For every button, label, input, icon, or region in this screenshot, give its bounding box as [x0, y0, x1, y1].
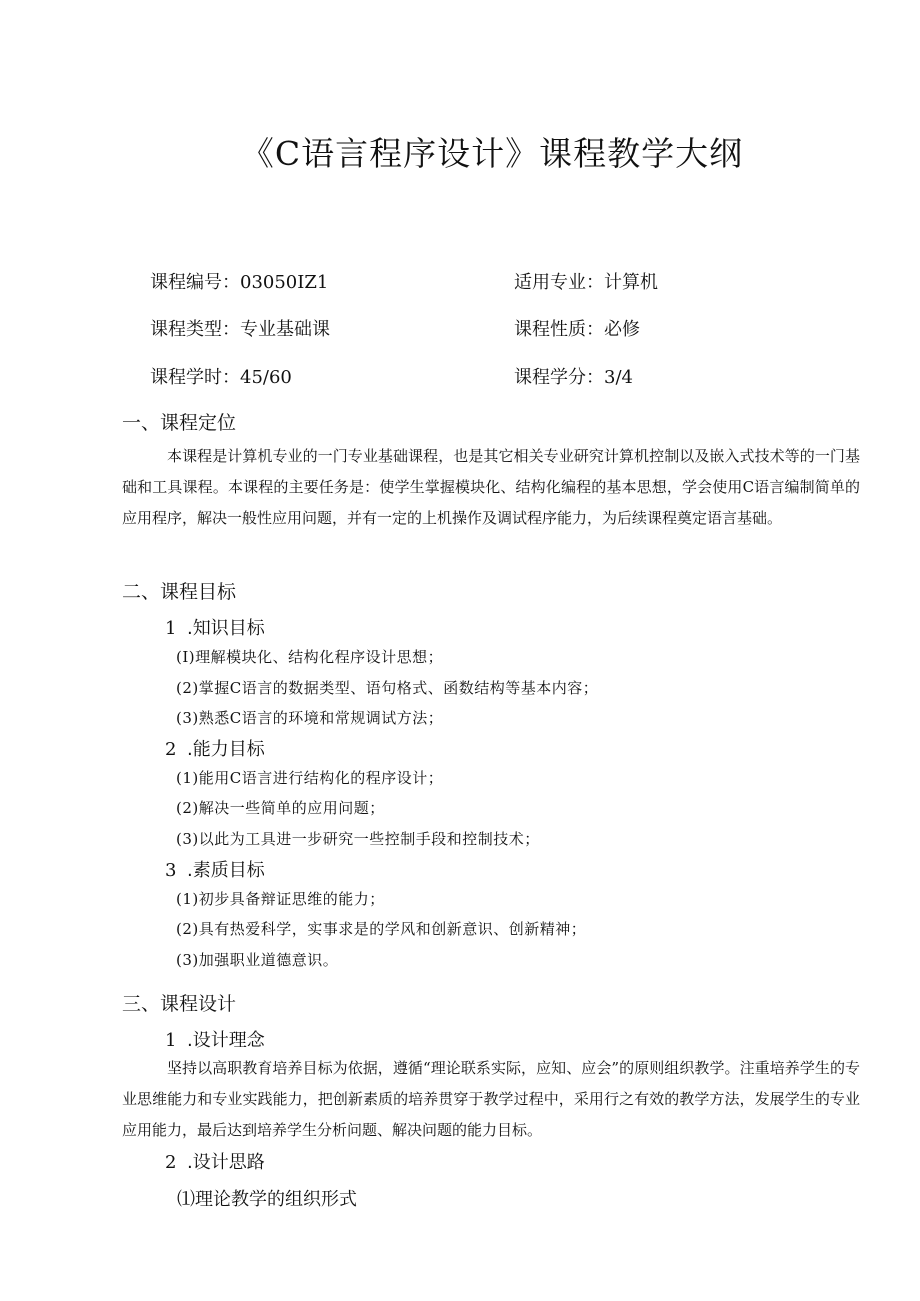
list-item: (I)理解模块化、结构化程序设计思想；	[176, 648, 444, 666]
nature-label: 课程性质：	[514, 319, 604, 340]
ability-goal-heading	[165, 735, 265, 761]
list-item: (3)熟悉C语言的环境和常规调试方法；	[176, 709, 444, 727]
goal-number: 2	[165, 739, 177, 760]
course-type	[150, 315, 330, 341]
type-value: 专业基础课	[240, 319, 330, 340]
goal-title: .能力目标	[187, 739, 265, 760]
list-item: (3)加强职业道德意识。	[176, 951, 339, 969]
list-item: (2)具有热爱科学，实事求是的学风和创新意识、创新精神；	[176, 920, 587, 938]
design-number: 1	[165, 1030, 177, 1051]
goal-title: .知识目标	[187, 618, 265, 639]
design-title: .设计理念	[187, 1030, 265, 1051]
list-item: (2)解决一些简单的应用问题；	[176, 799, 385, 817]
applicable-major	[514, 268, 658, 294]
list-item: (2)掌握C语言的数据类型、语句格式、函数结构等基本内容；	[176, 679, 599, 697]
section-heading-design: 三、课程设计	[122, 993, 237, 1015]
hours-value: 45/60	[240, 367, 292, 388]
course-code-value: 03050IZ1	[240, 272, 329, 293]
design-title: .设计思路	[187, 1152, 265, 1173]
course-code	[150, 268, 328, 294]
section-heading-objectives: 二、课程目标	[122, 581, 237, 603]
credits-label: 课程学分：	[514, 367, 604, 388]
credits-value: 3/4	[604, 367, 633, 388]
course-nature	[514, 315, 640, 341]
knowledge-goal-heading	[165, 614, 265, 640]
nature-value: 必修	[604, 319, 640, 340]
design-approach-heading	[165, 1148, 265, 1174]
goal-number: 1	[165, 618, 177, 639]
positioning-paragraph: 本课程是计算机专业的一门专业基础课程，也是其它相关专业研究计算机控制以及嵌入式技术等的一门基础和工具课程。本课程的主要任务是：使学生掌握模块化、结构化编程的基本思想，学会使用C语言编制简单的应用程序，解决一般性应用问题，并有一定的上机操作及调试程序能力，为后续课程奠定语言基础。	[122, 447, 860, 527]
goal-number: 3	[165, 860, 177, 881]
design-concept-paragraph: 坚持以高职教育培养目标为依据，遵循“理论联系实际，应知、应会”的原则组织教学。注重培养学生的专业思维能力和专业实践能力，把创新素质的培养贯穿于教学过程中，采用行之有效的教学方法，发展学生的专业应用能力，最后达到培养学生分析问题、解决问题的能力目标。	[122, 1059, 860, 1139]
major-label: 适用专业：	[514, 272, 604, 293]
theory-teaching-subheading: ⑴理论教学的组织形式	[177, 1189, 357, 1210]
course-credits	[514, 363, 633, 389]
list-item: (1)初步具备辩证思维的能力；	[176, 890, 385, 908]
goal-title: .素质目标	[187, 860, 265, 881]
design-concept-heading	[165, 1026, 265, 1052]
design-number: 2	[165, 1152, 177, 1173]
course-code-label: 课程编号：	[150, 272, 240, 293]
document-title: 《C语言程序设计》课程教学大纲	[240, 134, 744, 173]
type-label: 课程类型：	[150, 319, 240, 340]
major-value: 计算机	[604, 272, 658, 293]
section-heading-positioning: 一、课程定位	[122, 412, 237, 434]
course-hours	[150, 363, 292, 389]
list-item: (1)能用C语言进行结构化的程序设计；	[176, 769, 444, 787]
hours-label: 课程学时：	[150, 367, 240, 388]
list-item: (3)以此为工具进一步研究一些控制手段和控制技术；	[176, 830, 540, 848]
quality-goal-heading	[165, 856, 265, 882]
